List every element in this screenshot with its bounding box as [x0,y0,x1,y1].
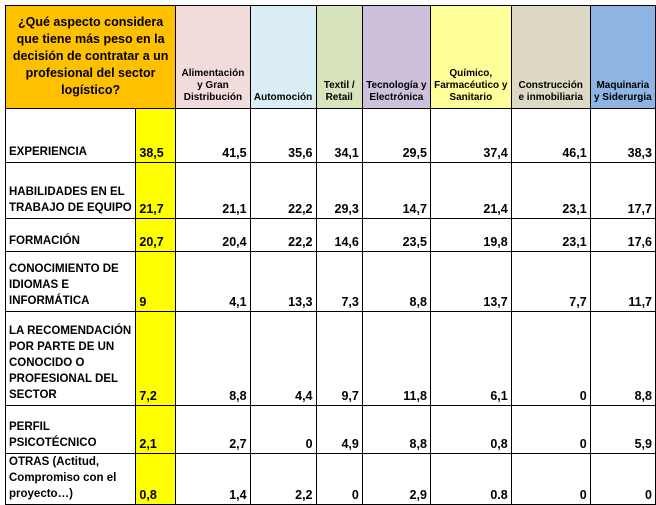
sector-value: 21,4 [430,163,511,219]
sector-value: 29,5 [362,109,430,163]
sector-value: 2,2 [250,454,316,505]
sector-value: 5,9 [590,406,655,454]
row-label: OTRAS (Actitud, Compromiso con el proyecto…) [6,454,136,505]
sector-value: 6,1 [430,312,511,406]
sector-value: 0.8 [430,454,511,505]
table-row [6,312,656,406]
table-row [6,406,656,454]
survey-table [5,5,656,505]
sector-header: Tecnología y Electrónica [362,6,430,109]
sector-value: 1,4 [176,454,250,505]
row-total: 0,8 [136,454,176,505]
table-row [6,252,656,312]
sector-value: 34,1 [316,109,362,163]
table-row [6,109,656,163]
sector-value: 35,6 [250,109,316,163]
row-total: 2,1 [136,406,176,454]
sector-value: 2,9 [362,454,430,505]
sector-value: 38,3 [590,109,655,163]
sector-header: Alimentación y Gran Distribución [176,6,250,109]
sector-value: 22,2 [250,163,316,219]
sector-value: 0 [316,454,362,505]
sector-value: 17,7 [590,163,655,219]
sector-value: 7,3 [316,252,362,312]
sector-value: 41,5 [176,109,250,163]
sector-header: Químico, Farmacéutico y Sanitario [430,6,511,109]
sector-header: Maquinaria y Siderurgia [590,6,655,109]
sector-value: 8,8 [362,252,430,312]
sector-value: 19,8 [430,219,511,252]
sector-value: 9,7 [316,312,362,406]
sector-value: 0,8 [430,406,511,454]
sector-value: 20,4 [176,219,250,252]
sector-header: Construcción e inmobiliaria [511,6,590,109]
sector-value: 8,8 [176,312,250,406]
sector-value: 8,8 [362,406,430,454]
sector-value: 37,4 [430,109,511,163]
row-label: PERFIL PSICOTÉCNICO [6,406,136,454]
sector-value: 46,1 [511,109,590,163]
row-total: 21,7 [136,163,176,219]
sector-value: 29,3 [316,163,362,219]
table-row [6,219,656,252]
question-header: ¿Qué aspecto considera que tiene más peso en la decisión de contratar a un profesional del sector logístico? [6,6,176,109]
sector-value: 13,3 [250,252,316,312]
sector-value: 14,7 [362,163,430,219]
table-row [6,454,656,505]
sector-value: 4,9 [316,406,362,454]
sector-value: 23,1 [511,163,590,219]
sector-value: 2,7 [176,406,250,454]
sector-value: 7,7 [511,252,590,312]
row-total: 7,2 [136,312,176,406]
row-label: FORMACIÓN [6,219,136,252]
sector-value: 0 [511,454,590,505]
row-total: 9 [136,252,176,312]
sector-value: 14,6 [316,219,362,252]
header-row [6,6,656,109]
sector-value: 11,8 [362,312,430,406]
sector-value: 8,8 [590,312,655,406]
row-label: EXPERIENCIA [6,109,136,163]
sector-value: 23,5 [362,219,430,252]
sector-value: 23,1 [511,219,590,252]
sector-header: Textil / Retail [316,6,362,109]
sector-value: 21,1 [176,163,250,219]
sector-value: 11,7 [590,252,655,312]
row-label: LA RECOMENDACIÓN POR PARTE DE UN CONOCIDO O PROFESIONAL DEL SECTOR [6,312,136,406]
table-row [6,163,656,219]
row-total: 38,5 [136,109,176,163]
sector-value: 0 [590,454,655,505]
sector-value: 22,2 [250,219,316,252]
sector-value: 13,7 [430,252,511,312]
sector-value: 4,1 [176,252,250,312]
sector-header: Automoción [250,6,316,109]
sector-value: 0 [511,406,590,454]
row-label: CONOCIMIENTO DE IDIOMAS E INFORMÁTICA [6,252,136,312]
sector-value: 4,4 [250,312,316,406]
row-label: HABILIDADES EN EL TRABAJO DE EQUIPO [6,163,136,219]
sector-value: 0 [250,406,316,454]
sector-value: 17,6 [590,219,655,252]
sector-value: 0 [511,312,590,406]
row-total: 20,7 [136,219,176,252]
